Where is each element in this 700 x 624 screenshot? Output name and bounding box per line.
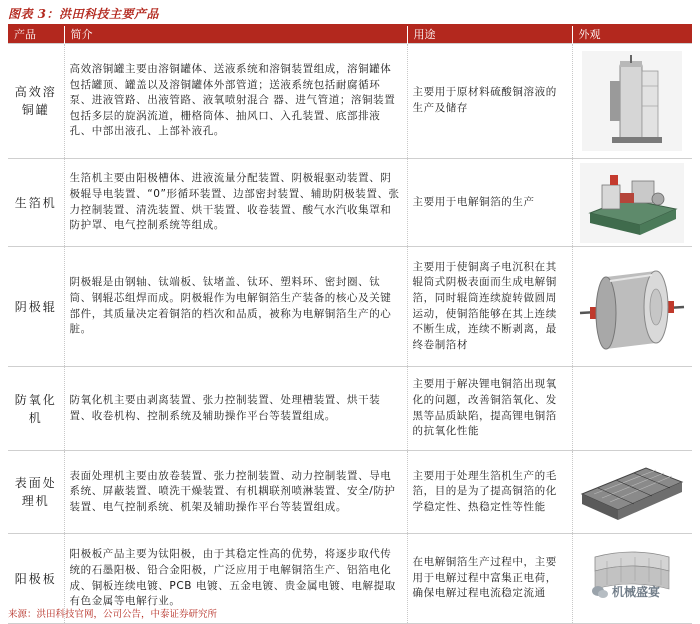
surface-machine-icon (576, 454, 688, 530)
product-use: 主要用于解决锂电铜箔出现氧化的问题，改善铜箔氧化、发黑等品质缺陷，提高锂电铜箔的抗氧化性能 (407, 367, 572, 451)
product-use: 主要用于处理生箔机生产的毛箔，目的是为了提高铜箔的化学稳定性、热稳定性等性能 (407, 451, 572, 534)
table-row (8, 159, 692, 247)
dissolving-tank-icon (582, 51, 682, 151)
product-desc: 生箔机主要由阳极槽体、进液流量分配装置、阴极辊驱动装置、阴极辊导电装置、“0”形循环装置、边部密封装置、辅助阴极装置、张力控制装置、清洗装置、烘干装置、收卷装置、酸气水汽收集罩和防护罩、电气控制系统等组成。 (64, 159, 407, 247)
foil-machine-icon (580, 163, 684, 243)
product-use: 主要用于使铜离子电沉积在其辊筒式阴极表面而生成电解铜箔，同时辊筒连续旋转做圆周运动，使铜箔能够在其上连续不断生成，连续不断剥离，最终卷制箔材 (407, 247, 572, 367)
table-row (8, 247, 692, 367)
table-row (8, 451, 692, 534)
cathode-roller-icon (576, 257, 688, 357)
product-use: 主要用于电解铜箔的生产 (407, 159, 572, 247)
product-desc: 防氧化机主要由剥离装置、张力控制装置、处理槽装置、烘干装置、收卷机构、控制系统及辅助操作平台等装置组成。 (64, 367, 407, 451)
header-product: 产品 (8, 26, 64, 44)
header-use: 用途 (407, 26, 572, 44)
product-use: 在电解铜箔生产过程中，主要用于电解过程中富集正电荷，确保电解过程电流稳定流通 (407, 534, 572, 624)
product-name: 生箔机 (8, 159, 64, 247)
table-header-row (8, 26, 692, 44)
figure-title: 图表 3：洪田科技主要产品 (8, 6, 160, 21)
product-desc: 高效溶铜罐主要由溶铜罐体、送液系统和溶铜装置组成，溶铜罐体包括罐顶、罐盖以及溶铜罐体外部管道；送液系统包括耐腐循环泵、进液管路、出液管路、液氧喷射混合 器、进气管道；溶铜装置包括多层的旋涡流道，栅格筒体、抽风口、入孔装置、底部排液孔、中部出液孔、上部补液孔。 (64, 44, 407, 159)
product-name: 防氧化机 (8, 367, 64, 451)
product-name: 阴极辊 (8, 247, 64, 367)
product-name: 表面处理机 (8, 451, 64, 534)
header-desc: 简介 (64, 26, 407, 44)
product-use: 主要用于原材料硫酸铜溶液的生产及储存 (407, 44, 572, 159)
table-row (8, 44, 692, 159)
table-row (8, 367, 692, 451)
source-footer: 来源：洪田科技官网，公司公告，中泰证券研究所 (8, 609, 218, 620)
product-desc: 阴极辊是由钢轴、钛端板、钛堵盖、钛环、塑料环、密封圈、钛筒、钢辊芯组焊而成。阴极辊作为电解铜箔生产装备的核心及关键部件，其质量决定着铜箔的档次和品质，被称为电解铜箔生产的心脏。 (64, 247, 407, 367)
wechat-icon (592, 585, 608, 599)
product-desc: 阳极板产品主要为钛阳极，由于其稳定性高的优势，将逐步取代传统的石墨阳极、铅合金阳极，广泛应用于电解铜箔生产、铝箔电化成、铜板连续电镀、PCB 电镀、五金电镀、贵金属电镀、电解提取有色金属等电解行业。 (64, 534, 407, 624)
watermark (592, 583, 660, 600)
header-appearance: 外观 (572, 26, 692, 44)
product-table (8, 26, 692, 624)
product-desc: 表面处理机主要由放卷装置、张力控制装置、动力控制装置、导电系统、屏蔽装置、喷洗干燥装置、有机耦联剂喷淋装置、安全/防护装置、电气控制系统、机架及辅助操作平台等装置组成。 (64, 451, 407, 534)
product-name: 高效溶铜罐 (8, 44, 64, 159)
empty-appearance-cell (572, 367, 692, 451)
title-bar (8, 2, 692, 26)
product-name: 阳极板 (8, 534, 64, 624)
watermark-text: 机械盛宴 (612, 585, 661, 599)
